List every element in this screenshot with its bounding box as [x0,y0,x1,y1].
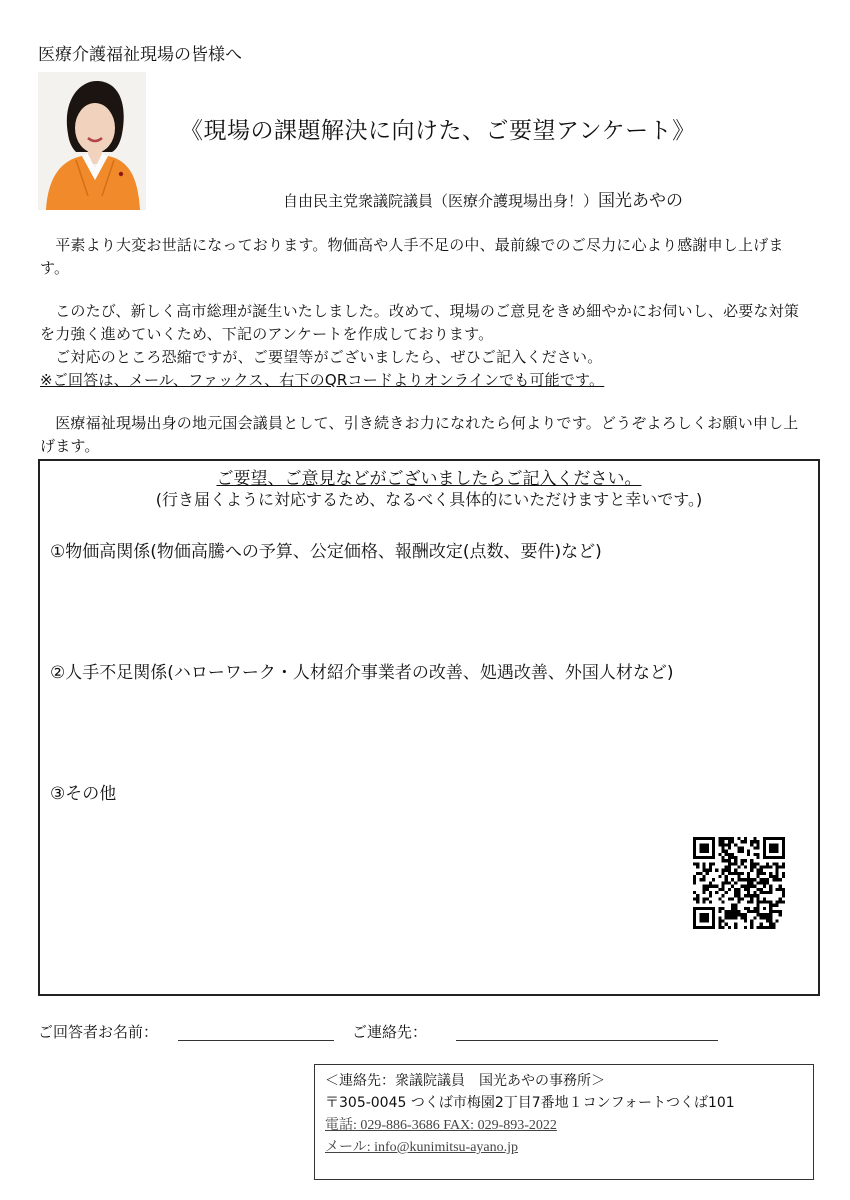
respondent-contact-field[interactable] [456,1040,718,1041]
survey-form-box[interactable] [38,459,820,996]
qr-code-icon[interactable] [693,837,785,929]
page-title: 《現場の課題解決に向けた、ご要望アンケート》 [180,118,696,144]
author-line [283,186,683,211]
paragraph-purpose [40,300,800,392]
greeting: 医療介護福祉現場の皆様へ [38,45,242,65]
response-methods-note: ※ご回答は、メール、ファックス、右下のQRコードよりオンラインでも可能です。 [40,371,605,389]
portrait-photo [38,72,146,210]
office-name: ＜連絡先：衆議院議員 国光あやの事務所＞ [325,1073,605,1089]
paragraph-purpose-line1: このたび、新しく高市総理が誕生いたしました。改めて、現場のご意見をきめ細やかにお伺いし、必要な対策を力強く進めていくため、下記のアンケートを作成しております。 [40,302,800,343]
office-phone-fax: 電話: 029-886-3686 FAX: 029-893-2022 [325,1118,557,1133]
office-email-link[interactable]: メール: info@kunimitsu-ayano.jp [325,1140,519,1155]
author-name: 国光あやの [598,191,684,211]
paragraph-purpose-line2: ご対応のところ恐縮ですが、ご要望等がございましたら、ぜひご記入ください。 [40,348,603,366]
question-staff-shortage: ②人手不足関係(ハローワーク・人材紹介事業者の改善、処遇改善、外国人材など) [50,663,674,683]
question-other: ③その他 [50,784,117,804]
office-address: 〒305-0045 つくば市梅園2丁目7番地１コンフォートつくば101 [325,1095,735,1111]
question-price-increase: ①物価高関係(物価高騰への予算、公定価格、報酬改定(点数、要件)など) [50,542,602,562]
form-subheading: (行き届くように対応するため、なるべく具体的にいただけますと幸いです。) [155,490,703,509]
paragraph-greeting: 平素より大変お世話になっております。物価高や人手不足の中、最前線でのご尽力に心より感謝申し上げます。 [40,236,784,277]
respondent-name-label: ご回答者お名前： [38,1023,159,1041]
respondent-name-field[interactable] [178,1040,334,1041]
office-contact-box [314,1064,814,1180]
respondent-contact-label: ご連絡先： [352,1023,428,1041]
author-affiliation: 自由民主党衆議院議員（医療介護現場出身！） [283,192,599,210]
form-heading: ご要望、ご意見などがございましたらご記入ください。 [216,469,642,489]
paragraph-closing: 医療福祉現場出身の地元国会議員として、引き続きお力になれたら何よりです。どうぞよろしくお願い申し上げます。 [40,414,799,455]
